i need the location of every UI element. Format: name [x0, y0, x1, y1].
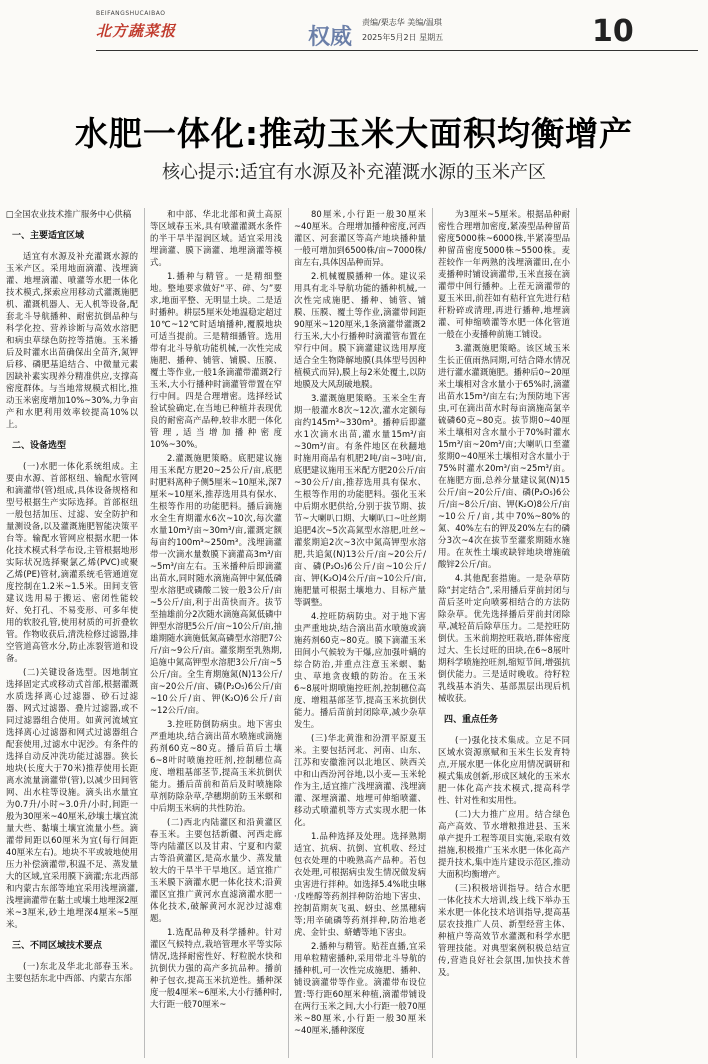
body-paragraph: (三)积极培训指导。结合水肥一体化技术大培训,线上线下举办玉米水肥一体化技术培训指导,提高基层农技推广人员、新型经营主体、种植户等高效节水灌溉和科学水肥管理技能。对典型案例积极总结宣传,营造良好社会氛围,加快技术普及。	[438, 883, 570, 977]
body-paragraph: 4.其他配套措施。一是杂草防除“封定结合”,采用播后芽前封闭与苗后茎叶定向喷雾相结合的方法防除杂草。优先选择播后芽前封闭除草,减轻苗后除草压力。二是控旺防倒伏。玉米前期控旺栽培,群体密度过大、生长过旺的田块,在6~8展叶期科学喷施控旺剂,缩短节间,增强抗倒伏能力。三是适时晚收。待籽粒乳线基本消失、基部黑层出现后机械收获。	[438, 573, 570, 703]
body-paragraph: (一)东北及华北北部春玉米。主要包括东北中西部、内蒙古东部	[6, 961, 138, 983]
body-paragraph: 4.控旺防病防虫。对于地下害虫严重地块,结合滴出苗水喷施或滴施药剂60克~80克。膜下滴灌玉米田间小气候较为干爆,应加强叶螨的综合防治,并重点注意玉米螟、黏虫、草地贪夜蛾的防治。在玉米6~8展叶期喷施控旺剂,控制穗位高度、增粗基部茎节,提高玉米抗倒伏能力。播后苗前封闭除草,减少杂草发生。	[294, 611, 426, 729]
body-paragraph: 2.灌溉施肥策略。底肥建议施用玉米配方肥20~25公斤/亩,底肥时肥料离种子侧5厘米~10厘米,深7厘米~10厘米,推荐选用具有保水、生根等作用的功能肥料。播后滴施水全生育期灌水6次~10次,每次灌水量10m³/亩~30m³/亩,灌溉定额每亩约100m³~250m³。浅埋滴灌带一次滴水量数膜下滴灌高3m³/亩~5m³/亩左右。玉米播种后即滴灌出苗水,同时随水滴施高钾中氮低磷型水溶肥或磷酸二铵一般3公斤/亩~5公斤/亩,利于出苗快而齐。拔节至抽雄前分2次随水滴施高氮低磷中钾型水溶肥5公斤/亩~10公斤/亩,抽雄期随水滴施低氮高磷型水溶肥7公斤/亩~9公斤/亩。灌浆期至乳熟期,追施中氮高钾型水溶肥3公斤/亩~5公斤/亩。全生育期施氮(N)13公斤/亩~20公斤/亩、磷(P₂O₅)6公斤/亩~10公斤/亩、钾(K₂O)6公斤/亩~12公斤/亩。	[150, 453, 282, 715]
body-paragraph: (二)关键设备选型。因地制宜选择固定式或移动式首部,根据灌溉水质选择离心过滤器、砂石过滤器、网式过滤器、叠片过滤器,或不同过滤器组合使用。如黄河流域宜选择离心过滤器和网式过滤器组合配套使用,过滤水中泥沙。有条件的选择自动反冲洗功能过滤器。狭长地块(长度大于70米)推荐使用长距离水流量滴灌带(管),以减少田间管网、出水柱等设施。滴头出水量宜为0.7升/小时~3.0升/小时,间距一般为30厘米~40厘米,砂壤土壤宜流量大些、黏壤土壤宜流量小些。滴灌带间距以60厘米为宜(每行间距40厘米左右)。地块不平或坡地使用压力补偿滴灌带,积温不足、蒸发量大的区域,宜采用膜下滴灌;东北西部和内蒙古东部等地宜采用浅埋滴灌,浅埋滴灌带在黏土或壤土地埋深2厘米~3厘米,砂土地埋深4厘米~5厘米。	[6, 667, 138, 929]
masthead-pinyin: BEIFANGSHUCAIBAO	[96, 10, 166, 17]
body-paragraph: 1.选配品种及科学播种。针对灌区气候特点,栽培管理水平等实际情况,选择耐密性好、籽粒脱水快和抗倒伏力强的高产多抗品种。播前种子包衣,提高玉米抗逆性。播种深度一般4厘米~6厘米,大小行播种时,大行距一般70厘米~	[150, 927, 282, 1009]
section-heading: 四、重点任务	[444, 715, 499, 725]
body-paragraph: 3.控旺防倒防病虫。地下害虫严重地块,结合滴出苗水喷施或滴施药剂60克~80克。播后苗后土壤6~8叶时喷施控旺剂,控制穗位高度、增粗基部茎节,提高玉米抗倒伏能力。播后苗前和苗后及时喷施除草剂防除杂草,孕穗期前防玉米螟和中后期玉米病的共性防治。	[150, 719, 282, 813]
body-paragraph: (三)华北黄淮和汾渭平原夏玉米。主要包括河北、河南、山东、江苏和安徽淮河以北地区、陕西关中和山西汾河谷地,以小麦—玉米轮作为主,适宜推广浅埋滴灌、浅埋滴灌、深埋滴灌、地埋可伸缩喷灌、移动式喷灌机等方式实现水肥一体化。	[294, 733, 426, 827]
article-subtitle: 核心提示:适宜有水源及补充灌溉水源的玉米产区	[161, 162, 547, 183]
newspaper-logo: 北方蔬菜报	[96, 22, 177, 40]
column-divider	[144, 208, 145, 1058]
section-name: 权威	[308, 25, 353, 50]
body-paragraph: (一)强化技术集成。立足不同区域水资源禀赋和玉米生长发育特点,开展水肥一体化应用情况调研和模式集成创新,形成区域化的玉米水肥一体化高产技术模式,提高科学性、针对性和实用性。	[438, 735, 570, 805]
article-column-4	[438, 208, 570, 1058]
section-heading: 一、主要适宜区域	[12, 231, 85, 241]
article-column-2	[150, 208, 282, 1058]
body-paragraph: 3.灌溉施肥策略。玉米全生育期一般灌水8次~12次,灌水定额每亩约145m³~330m³。播种后即灌水1次滴水出苗,灌水量15m³/亩~30m³/亩。有条件地区在秋翻地时施用商品有机肥2吨/亩~3吨/亩,底肥建议施用玉米配方肥20公斤/亩~30公斤/亩,推荐选用具有保水、生根等作用的功能肥料。强化玉米中后期水肥供给,分别于拔节期、拔节~大喇叭口期、大喇叭口~吐丝期追肥4次~5次高氮型水溶肥,吐丝~灌浆期追2次~3次中氮高钾型水溶肥,共追氮(N)13公斤/亩~20公斤/亩、磷(P₂O₅)6公斤/亩~10公斤/亩、钾(K₂O)4公斤/亩~10公斤/亩,施肥量可根据土壤地力、目标产量等调整。	[294, 393, 426, 607]
page-number: 10	[592, 14, 634, 49]
section-heading: 二、设备选型	[12, 441, 67, 451]
body-paragraph: 1.品种选择及处理。选择熟期适宜、抗病、抗倒、宜机收、经过包衣处理的中晚熟高产品种。若包衣处理,可根据病虫发生情况做发病虫害进行拌种。如选择5.4%吡虫啉·戊唑醇等药剂拌种防治地下害虫、控制苗期灰飞虱、蚜虫、丝黑穗病等;用辛硫磷等药剂拌种,防治地老虎、金针虫、蛴螬等地下害虫。	[294, 831, 426, 937]
body-paragraph: 为3厘米~5厘米。根据品种耐密性合理增加密度,紧凑型品种留苗密度5000株~6000株,半紧凑型品种留苗密度5000株~5500株。麦茬较作一年两熟的浅埋滴灌田,在小麦播种时铺设滴灌带,玉米直接在滴灌带中间行播种。上茬无滴灌带的夏玉米田,前茬如有秸秆宜先进行秸秆粉碎或清理,再进行播种,地埋滴灌、可伸缩喷灌等水肥一体化管道一般在小麦播种前施工铺设。	[438, 209, 570, 339]
article-column-1	[6, 208, 138, 1058]
issue-date: 2025年5月2日 星期五	[362, 33, 444, 42]
article-column-3	[294, 208, 426, 1058]
article-byline: □全国农业技术推广服务中心供稿	[6, 209, 132, 219]
column-divider	[432, 208, 433, 1058]
section-heading: 三、不同区域技术要点	[12, 941, 103, 951]
body-paragraph: 和中部、华北北部和黄土高原等区域春玉米,具有喷灌灌溉水条件的半干旱半湿润区域。适宜采用浅埋滴灌、膜下滴灌、地埋滴灌等模式。	[150, 209, 282, 267]
masthead-rule	[96, 50, 698, 51]
body-paragraph: (一)水肥一体化系统组成。主要由水源、首部枢纽、输配水管网和滴灌带(管)组成,具体设备规格和型号根据生产实际选择。首部枢纽一般包括加压、过滤、安全防护和量测设备,以及灌溉施肥智能决策平台等。输配水管网应根据水肥一体化技术模式科学布设,主管根据地形实际状况选择聚氯乙烯(PVC)或聚乙烯(PE)管材,滴灌系统毛管通道宽度控制在1.2米~1.5米。田间支管建议选用易于搬运、密闭性能较好、免打孔、不易变形、可多年使用的软胶孔管,使用材质的可折叠软管。作物收获后,清洗检修过滤器,排空管道高管水分,防止冻裂管道和设备。	[6, 461, 138, 663]
body-paragraph: 3.灌溉施肥策略。该区域玉米生长正值雨热同期,可结合降水情况进行灌水灌溉施肥。播种后0~20厘米土壤相对含水量小于65%时,滴灌出苗水15m³/亩左右;为预防地下害虫,可在滴出苗水时每亩滴施高氯辛硫磷60克~80克。拔节期0~40厘米土壤相对含水量小于70%时灌水15m³/亩~20m³/亩;大喇叭口至灌浆期0~40厘米土壤相对含水量小于75%时灌水20m³/亩~25m³/亩。在施肥方面,总养分量建议氮(N)15公斤/亩~20公斤/亩、磷(P₂O₅)6公斤/亩~8公斤/亩、钾(K₂O)8公斤/亩~10公斤/亩,其中70%~80%的氮、40%左右的钾及20%左右的磷分3次~4次在拔节至灌浆期随水施用。在灰性土壤或缺锌地块增施硫酸锌2公斤/亩。	[438, 343, 570, 569]
body-paragraph: 1.播种与精管。一是精细整地。整地要求做好“平、碎、匀”要求,地面平整、无明显土块。二是适时播种。耕层5厘米处地温稳定超过10℃~12℃时适墒播种,覆膜地块可适当提前。三是精细播管。选用带有北斗导航功能机械,一次性完成施肥、播种、铺管、铺膜、压膜、覆土等作业,一般1条滴灌带灌溉2行玉米,大小行播种时滴灌管带置在窄行中间。四是合理增密。选择经试验试验确定,在当地已种植并表现优良的耐密高产品种,较非水肥一体化管理,适当增加播种密度10%~30%。	[150, 271, 282, 449]
body-paragraph: 80厘米,小行距一般30厘米~40厘米。合理增加播种密度,河西灌区、河套灌区等高产地块播种量一般可增加到6500株/亩~7000株/亩左右,具体因品种而异。	[294, 209, 426, 267]
column-divider	[576, 208, 577, 1058]
body-paragraph: 2.播种与精管。贴茬直播,宜采用单粒精密播种,采用带北斗导航的播种机,可一次性完成施肥、播种、铺设滴灌带等作业。滴灌带布设位置:等行距60厘米种植,滴灌带铺设在两行玉米之间,大小行距一般70厘米~80厘米,小行距一般30厘米~40厘米,播种深度	[294, 941, 426, 1035]
article-title: 水肥一体化:推动玉米大面积均衡增产	[74, 114, 634, 153]
body-paragraph: (二)西北内陆灌区和沿黄灌区春玉米。主要包括新疆、河西走廊等内陆灌区以及甘肃、宁夏和内蒙古等沿黄灌区,是高水量少、蒸发量较大的干旱半干旱地区。适宜推广玉米膜下滴灌水肥一体化技术;沿黄灌区宜推广黄河水直滤滴灌水肥一体化技术,破解黄河水泥沙过滤难题。	[150, 817, 282, 923]
masthead	[96, 8, 698, 48]
body-paragraph: 2.机械覆膜播种一体。建议采用具有北斗导航功能的播种机械,一次性完成施肥、播种、铺管、铺膜、压膜、覆土等作业,滴灌带间距90厘米~120厘米,1条滴灌带灌溉2行玉米,大小行播种时滴灌管布置在窄行中间。膜下滴灌建议选用厚度适合全生物降解地膜(具体型号因种植模式而异),膜上每2米处覆土,以防地膜及大风刮破地膜。	[294, 271, 426, 389]
column-divider	[288, 208, 289, 1058]
editor-credits: 责编/栗志华 美编/温琪	[362, 18, 442, 27]
body-paragraph: 适宜有水源及补充灌溉水源的玉米产区。采用地面滴灌、浅埋滴灌、地埋滴灌、喷灌等水肥一体化技术模式,探索应用移动式灌溉施肥机、灌溉机器人、无人机等设备,配套北斗导航播种、耐密抗倒品种与科学化控、营养诊断与高效水溶肥和病虫草绿色防控等措施。玉米播后及时灌水出苗确保出全苗齐,氮钾后移、磷肥基追结合、中微量元素因缺补素实现养分精准供应,支撑高密度群体。与当地常规模式相比,推动玉米密度增加10%~30%,力争亩产和水肥利用效率较提高10%以上。	[6, 251, 138, 429]
body-paragraph: (二)大力推广应用。结合绿色高产高效、节水增粮推进县、玉米单产提升工程等项目实施,采取有效措施,积极推广玉米水肥一体化高产提升技术,集中连片建设示范区,推动大面积均衡增产。	[438, 809, 570, 879]
article-column-5	[582, 208, 702, 1058]
